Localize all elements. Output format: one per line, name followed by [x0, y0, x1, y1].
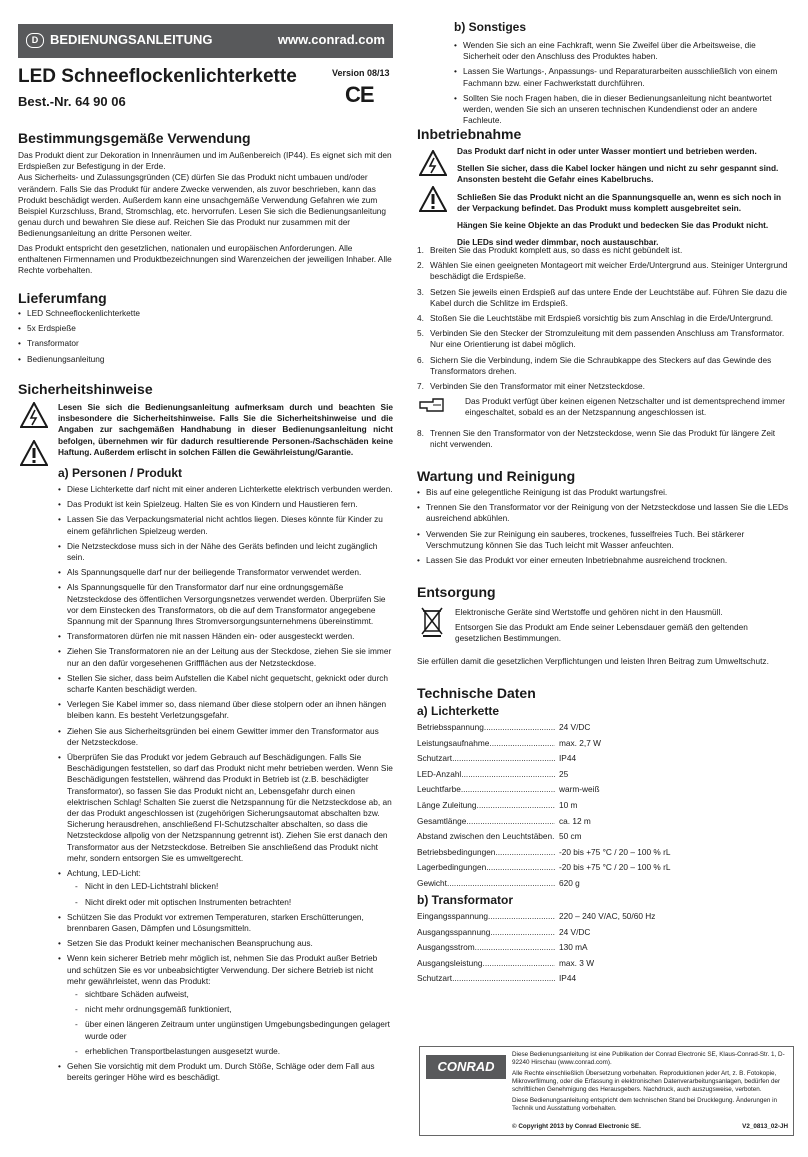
version-label: Version 08/13 [332, 68, 390, 78]
list-item: 4. Stoßen Sie die Leuchtstäbe mit Erdspieß vorsichtig bis zum Anschlag in die Erde/Untergrund. [417, 313, 774, 324]
table-row [417, 751, 792, 767]
website-link[interactable]: www.conrad.com [277, 32, 385, 47]
electric-warning-icon [20, 402, 48, 428]
list-item: - nicht mehr ordnungsgemäß funktioniert, [67, 1004, 393, 1015]
spec-value: -20 bis +75 °C / 20 – 100 % rL [557, 860, 670, 876]
header-banner [18, 24, 393, 58]
list-item: • Trennen Sie den Transformator vor der Reinigung von der Netzsteckdose und lassen Sie die LEDs ausreichend abkühlen. [417, 502, 792, 524]
table-row [417, 845, 792, 861]
step-number: 8. [417, 428, 424, 438]
list-item: • Ziehen Sie aus Sicherheitsgründen bei einem Gewitter immer den Transformator aus der Netzsteckdose. [58, 726, 393, 748]
unsafe-sublist [67, 989, 393, 1057]
startup-steps [417, 245, 792, 396]
list-item: • Verwenden Sie zur Reinigung ein sauberes, trockenes, fusselfreies Tuch. Bei stärkerer Verschmutzung können Sie das Tuch leicht mit Wasser anfeuchten. [417, 529, 792, 551]
list-item: • Diese Lichterkette darf nicht mit einer anderen Lichterkette elektrisch verbunden werden. [58, 484, 393, 495]
intended-use-p3: Das Produkt entspricht den gesetzlichen, nationalen und europäischen Anforderungen. Alle enthaltenen Firmennamen und Produktbezeichnungen sind Warenzeichen der jeweiligen Inhaber. Alle Rechte vorbehalten. [18, 242, 392, 276]
spec-value: 24 V/DC [557, 720, 590, 736]
delivery-list [18, 308, 393, 369]
footer-text [512, 1051, 788, 1113]
step-text: Verbinden Sie den Stecker der Stromzuleitung mit dem passenden Anschluss am Transformator. Nur eine Orientierung ist dabei möglich. [430, 328, 785, 350]
table-row [417, 782, 792, 798]
led-heading: Achtung, LED-Licht: [67, 868, 141, 879]
spec-label: Gewicht ..... [417, 876, 555, 892]
list-item: • Lassen Sie Wartungs-, Anpassungs- und Reparaturarbeiten ausschließlich von einem Fachmann bzw. einer Fachwerkstatt durchführen. [454, 66, 792, 88]
footer-p1: Diese Bedienungsanleitung ist eine Publikation der Conrad Electronic SE, Klaus-Conrad-Str. 1, D-92240 Hirschau (www.conrad.com). [512, 1051, 785, 1066]
startup-warning-5: Die LEDs sind weder dimmbar, noch austauschbar. [457, 237, 659, 248]
table-row [417, 798, 792, 814]
list-item: • Als Spannungsquelle für den Transformator darf nur eine ordnungsgemäße Netzsteckdose des öffentlichen Versorgungsnetzes verwendet werden. Überprüfen Sie vor dem Einstecken des Transformators, ob die auf dem Transformator angegebene Spannung mit der Spannung Ihres Stromversorgungsunternehmens übereinstimmt. [58, 582, 393, 627]
list-item: 5. Verbinden Sie den Stecker der Stromzuleitung mit dem passenden Anschluss am Transformator. Nur eine Orientierung ist dabei möglich. [417, 328, 785, 350]
list-item: • Lassen Sie das Produkt vor einer erneuten Inbetriebnahme ausreichend trocknen. [417, 555, 792, 566]
copyright: © Copyright 2013 by Conrad Electronic SE. [512, 1123, 641, 1130]
disposal-text [455, 607, 792, 645]
table-row [417, 829, 792, 845]
order-number: Best.-Nr. 64 90 06 [18, 94, 126, 109]
list-item: 2. Wählen Sie einen geeigneten Montageort mit weicher Erde/Untergrund aus. Steiniger Untergrund beschädigt die Erdspieße. [417, 260, 788, 282]
list-item: • Verlegen Sie Kabel immer so, dass niemand über diese stolpern oder an ihnen hängen bleiben kann. Es besteht Verletzungsgefahr. [58, 699, 393, 721]
table-row [417, 860, 792, 876]
spec-value: max. 2,7 W [557, 736, 601, 752]
list-item: • Als Spannungsquelle darf nur der beiliegende Transformator verwendet werden. [58, 567, 393, 578]
list-item [58, 953, 393, 1057]
table-row [417, 925, 792, 941]
misc-margin [417, 18, 448, 120]
misc-section [448, 18, 792, 126]
list-item: - Nicht direkt oder mit optischen Instrumenten betrachten! [67, 897, 393, 908]
spec-value: IP44 [557, 971, 576, 987]
list-item: • Stellen Sie sicher, dass beim Aufstellen die Kabel nicht gequetscht, geknickt oder durch scharfe Kanten beschädigt werden. [58, 673, 393, 695]
step-text: Sichern Sie die Verbindung, indem Sie die Schraubkappe des Steckers auf das Gewinde des Transformators drehen. [430, 354, 772, 376]
electric-warning-icon [419, 150, 447, 176]
spec-label: Schutzart ..... [417, 971, 555, 987]
spec-value: 10 m [557, 798, 577, 814]
list-item: - sichtbare Schäden aufweist, [67, 989, 393, 1000]
table-row [417, 767, 792, 783]
table-row [417, 736, 792, 752]
startup-warnings [457, 146, 792, 248]
list-item: • Überprüfen Sie das Produkt vor jedem Gebrauch auf Beschädigungen. Falls Sie Beschädigungen feststellen, so darf das Produkt nicht mehr betrieben werden. Wenn Sie Beschädigungen feststellen, während das Produkt in Betrieb ist (z.B. beschädigter Transformator), so fassen Sie das Produkt nicht an, Lebensgefahr durch einen elektrischen Schlag! Schalten Sie zuerst die Netzspannung für die Netzsteckdose ab, an der das Produkt angeschlossen ist (zugehörigen Sicherungsautomat abschalten bzw. Sicherung herausdrehen, anschließend FI-Schutzschalter abschalten, so dass die Netzsteckdose allpolig von der Netzspannung getrennt ist). Ziehen Sie erst danach den Transformator aus der Netzsteckdose. Betreiben Sie anschließend das Produkt nicht mehr, sondern entsorgen Sie es umweltgerecht. [58, 752, 393, 864]
table-row [417, 909, 792, 925]
spec-label: Leistungsaufnahme ..... [417, 736, 555, 752]
list-item [58, 868, 393, 908]
disposal-p1: Elektronische Geräte sind Wertstoffe und gehören nicht in den Hausmüll. [455, 607, 723, 617]
spec-value: 130 mA [557, 940, 588, 956]
list-item: - über einen längeren Zeitraum unter ungünstigen Umgebungsbedingungen gelagert wurde oder [67, 1019, 393, 1041]
list-item: • LED Schneeflockenlichterkette [18, 308, 393, 319]
list-item: • Transformatoren dürfen nie mit nassen Händen ein- oder ausgesteckt werden. [58, 631, 393, 642]
tech-a-heading: a) Lichterkette [417, 704, 500, 718]
spec-label: Betriebsbedingungen ..... [417, 845, 555, 861]
spec-value: 620 g [557, 876, 580, 892]
table-row [417, 720, 792, 736]
disposal-p3: Sie erfüllen damit die gesetzlichen Verpflichtungen und leisten Ihren Beitrag zum Umweltschutz. [417, 656, 769, 666]
step-text: Stoßen Sie die Leuchtstäbe mit Erdspieß vorsichtig bis zum Anschlag in die Erde/Untergrund. [430, 313, 774, 324]
manual-label: BEDIENUNGSANLEITUNG [50, 32, 213, 47]
list-item: - Nicht in den LED-Lichtstrahl blicken! [67, 881, 393, 892]
table-row [417, 956, 792, 972]
table-row [417, 971, 792, 987]
safety-heading: Sicherheitshinweise [18, 381, 153, 397]
weee-bin-icon [420, 605, 444, 637]
list-item: • Die Netzsteckdose muss sich in der Nähe des Geräts befinden und leicht zugänglich sein. [58, 541, 393, 563]
list-item: • Lassen Sie das Verpackungsmaterial nicht achtlos liegen. Dieses könnte für Kinder zu einem gefährlichen Spielzeug werden. [58, 514, 393, 536]
spec-label: Ausgangsspannung ..... [417, 925, 555, 941]
publisher-footer [419, 1046, 794, 1136]
list-item: 7. Verbinden Sie den Transformator mit einer Netzsteckdose. [417, 381, 645, 392]
table-row [417, 814, 792, 830]
startup-step-8 [417, 428, 792, 450]
safety-sub-a-heading: a) Personen / Produkt [58, 466, 183, 480]
list-item: • Sollten Sie noch Fragen haben, die in dieser Bedienungsanleitung nicht beantwortet werden, wenden Sie sich an unseren technischen Kundendienst oder an andere Fachleute. [454, 93, 792, 127]
list-item: - erheblichen Transportbelastungen ausgesetzt wurde. [67, 1046, 393, 1057]
step-text: Trennen Sie den Transformator von der Netzsteckdose, wenn Sie das Produkt für längere Zeit nicht verwenden. [430, 428, 776, 450]
spec-label: Länge Zuleitung ..... [417, 798, 555, 814]
disposal-p2: Entsorgen Sie das Produkt am Ende seiner Lebensdauer gemäß den geltenden gesetzlichen Bestimmungen. [455, 622, 748, 644]
product-title: LED Schneeflockenlichterkette [18, 66, 297, 87]
list-item: • Ziehen Sie Transformatoren nie an der Leitung aus der Steckdose, ziehen Sie sie immer nur an den dafür vorgesehenen Griffflächen aus der Netzsteckdose. [58, 646, 393, 668]
maintenance-heading: Wartung und Reinigung [417, 468, 576, 484]
startup-warning-1: Das Produkt darf nicht in oder unter Wasser montiert und betrieben werden. [457, 146, 757, 156]
table-row [417, 940, 792, 956]
spec-value: 25 [557, 767, 568, 783]
list-item: • Das Produkt ist kein Spielzeug. Halten Sie es von Kindern und Haustieren fern. [58, 499, 393, 510]
spec-label: Schutzart ..... [417, 751, 555, 767]
startup-note: Das Produkt verfügt über keinen eigenen Netzschalter und ist dementsprechend immer eingeschaltet, sobald es an der Netzspannung angeschlossen ist. [465, 396, 786, 418]
table-row [417, 876, 792, 892]
spec-value: warm-weiß [557, 782, 600, 798]
list-item: • Bis auf eine gelegentliche Reinigung ist das Produkt wartungsfrei. [417, 487, 792, 498]
footer-p2: Alle Rechte einschließlich Übersetzung vorbehalten. Reproduktionen jeder Art, z. B. Fotokopie, Mikroverfilmung, oder die Erfassung in elektronischen Datenverarbeitungsanlagen, bedürfen der schriftlichen Genehmigung des Herausgebers. Nachdruck, auch auszugsweise, verboten. [512, 1070, 781, 1093]
spec-value: -20 bis +75 °C / 20 – 100 % rL [557, 845, 670, 861]
step-text: Setzen Sie jeweils einen Erdspieß auf das untere Ende der Leuchtstäbe auf. Führen Sie dazu die Kabel durch die Schlitze im Erdspieß. [430, 286, 787, 308]
footer-p3: Diese Bedienungsanleitung entspricht dem technischen Stand bei Drucklegung. Änderungen in Technik und Ausstattung vorbehalten. [512, 1097, 777, 1112]
step-text: Verbinden Sie den Transformator mit einer Netzsteckdose. [430, 381, 645, 392]
spec-label: Abstand zwischen den Leuchtstäben ..... [417, 829, 555, 845]
spec-label: Eingangsspannung ..... [417, 909, 555, 925]
step-text: Breiten Sie das Produkt komplett aus, so dass es nicht gebündelt ist. [430, 245, 683, 255]
ce-mark: CE [345, 82, 374, 107]
spec-value: 24 V/DC [557, 925, 590, 941]
pointing-hand-icon [419, 396, 445, 414]
list-item: • Setzen Sie das Produkt keiner mechanischen Beanspruchung aus. [58, 938, 393, 949]
disposal-heading: Entsorgung [417, 584, 496, 600]
spec-table-transformer [417, 909, 792, 987]
spec-value: ca. 12 m [557, 814, 591, 830]
spec-label: Ausgangsleistung ..... [417, 956, 555, 972]
spec-label: Betriebsspannung ..... [417, 720, 555, 736]
intended-use-p2: Aus Sicherheits- und Zulassungsgründen (CE) dürfen Sie das Produkt nicht umbauen und/oder verändern. Falls Sie das Produkt für andere Zwecke verwenden, als zuvor beschrieben, kann das Produkt beschädigt werden. Außerdem kann eine unsachgemäße Verwendung Gefahren wie zum Beispiel Kurzschluss, Brand, Stromschlag, etc. hervorrufen. Lesen Sie sich die Bedienungsanleitung genau durch und bewahren Sie diese auf. Reichen Sie das Produkt nur zusammen mit der Bedienungsanleitung an dritte Personen weiter. [18, 172, 387, 239]
language-d-logo: D [26, 33, 44, 48]
spec-label: Gesamtlänge ..... [417, 814, 555, 830]
document-code: V2_0813_02-JH [742, 1123, 788, 1130]
unsafe-intro: Wenn kein sicherer Betrieb mehr möglich ist, nehmen Sie das Produkt außer Betrieb und schützen Sie es vor unbeabsichtigter Verwendung. Der sichere Betrieb ist nicht mehr gewährleistet, wenn das Produkt: [67, 953, 378, 986]
step-text: Wählen Sie einen geeigneten Montageort mit weicher Erde/Untergrund aus. Steiniger Untergrund beschädigt die Erdspieße. [430, 260, 788, 282]
intended-use-p1: Das Produkt dient zur Dekoration in Innenräumen und im Außenbereich (IP44). Es eignet sich mit den Erdspießen zur Befestigung in der Erde. [18, 150, 392, 172]
startup-warning-4: Hängen Sie keine Objekte an das Produkt und bedecken Sie das Produkt nicht. [457, 220, 769, 231]
maintenance-list [417, 487, 792, 570]
warning-icon [20, 440, 48, 466]
list-item: • 5x Erdspieße [18, 323, 393, 334]
spec-label: LED-Anzahl ..... [417, 767, 555, 783]
spec-label: Ausgangsstrom ..... [417, 940, 555, 956]
tech-b-heading: b) Transformator [417, 893, 514, 907]
spec-table-lights [417, 720, 792, 892]
warning-icon [419, 186, 447, 212]
list-item: 3. Setzen Sie jeweils einen Erdspieß auf das untere Ende der Leuchtstäbe auf. Führen Sie dazu die Kabel durch die Schlitze im Erdspieß. [417, 286, 787, 308]
conrad-logo: CONRAD [426, 1055, 506, 1079]
delivery-heading: Lieferumfang [18, 290, 107, 306]
spec-label: Leuchtfarbe ..... [417, 782, 555, 798]
list-item: • Gehen Sie vorsichtig mit dem Produkt um. Durch Stöße, Schläge oder dem Fall aus bereits geringer Höhe wird es beschädigt. [58, 1061, 393, 1083]
safety-intro: Lesen Sie sich die Bedienungsanleitung aufmerksam durch und beachten Sie insbesondere die Sicherheitshinweise. Falls Sie die Sicherheitshinweise und die Angaben zur sachgemäßen Handhabung in dieser Bedienungsanleitung nicht befolgen, übernehmen wir für dadurch resultierende Personen-/Sachschäden keine Haftung. Außerdem erlischt in solchen Fällen die Gewährleistung/Garantie. [58, 402, 393, 457]
list-item: • Wenden Sie sich an eine Fachkraft, wenn Sie Zweifel über die Arbeitsweise, die Sicherheit oder den Anschluss des Produktes haben. [454, 40, 792, 62]
list-item: • Bedienungsanleitung [18, 354, 393, 365]
startup-heading: Inbetriebnahme [417, 126, 522, 142]
list-item: • Transformator [18, 338, 393, 349]
spec-value: max. 3 W [557, 956, 594, 972]
list-item: • Schützen Sie das Produkt vor extremen Temperaturen, starken Erschütterungen, brennbaren Gasen, Dämpfen und Lösungsmitteln. [58, 912, 393, 934]
list-item: 1. Breiten Sie das Produkt komplett aus, so dass es nicht gebündelt ist. [417, 245, 683, 255]
startup-warning-2: Stellen Sie sicher, dass die Kabel locker hängen und nicht zu sehr gespannt sind. Ansonsten besteht die Gefahr eines Kabelbruchs. [457, 163, 779, 185]
misc-list [454, 40, 792, 130]
safety-list [58, 484, 393, 1087]
spec-value: 220 – 240 V/AC, 50/60 Hz [557, 909, 655, 925]
intended-use-text [18, 150, 393, 276]
list-item: 6. Sichern Sie die Verbindung, indem Sie die Schraubkappe des Steckers auf das Gewinde des Transformators drehen. [417, 354, 772, 376]
spec-value: 50 cm [557, 829, 582, 845]
tech-heading: Technische Daten [417, 685, 536, 701]
spec-value: IP44 [557, 751, 576, 767]
intended-use-heading: Bestimmungsgemäße Verwendung [18, 130, 251, 146]
led-sublist [67, 881, 393, 907]
startup-warning-3: Schließen Sie das Produkt nicht an die Spannungsquelle an, wenn es sich noch in der Verpackung befindet. Das Produkt muss komplett ausgebreitet sein. [457, 191, 782, 213]
misc-heading: b) Sonstiges [454, 20, 527, 34]
spec-label: Lagerbedingungen ..... [417, 860, 555, 876]
